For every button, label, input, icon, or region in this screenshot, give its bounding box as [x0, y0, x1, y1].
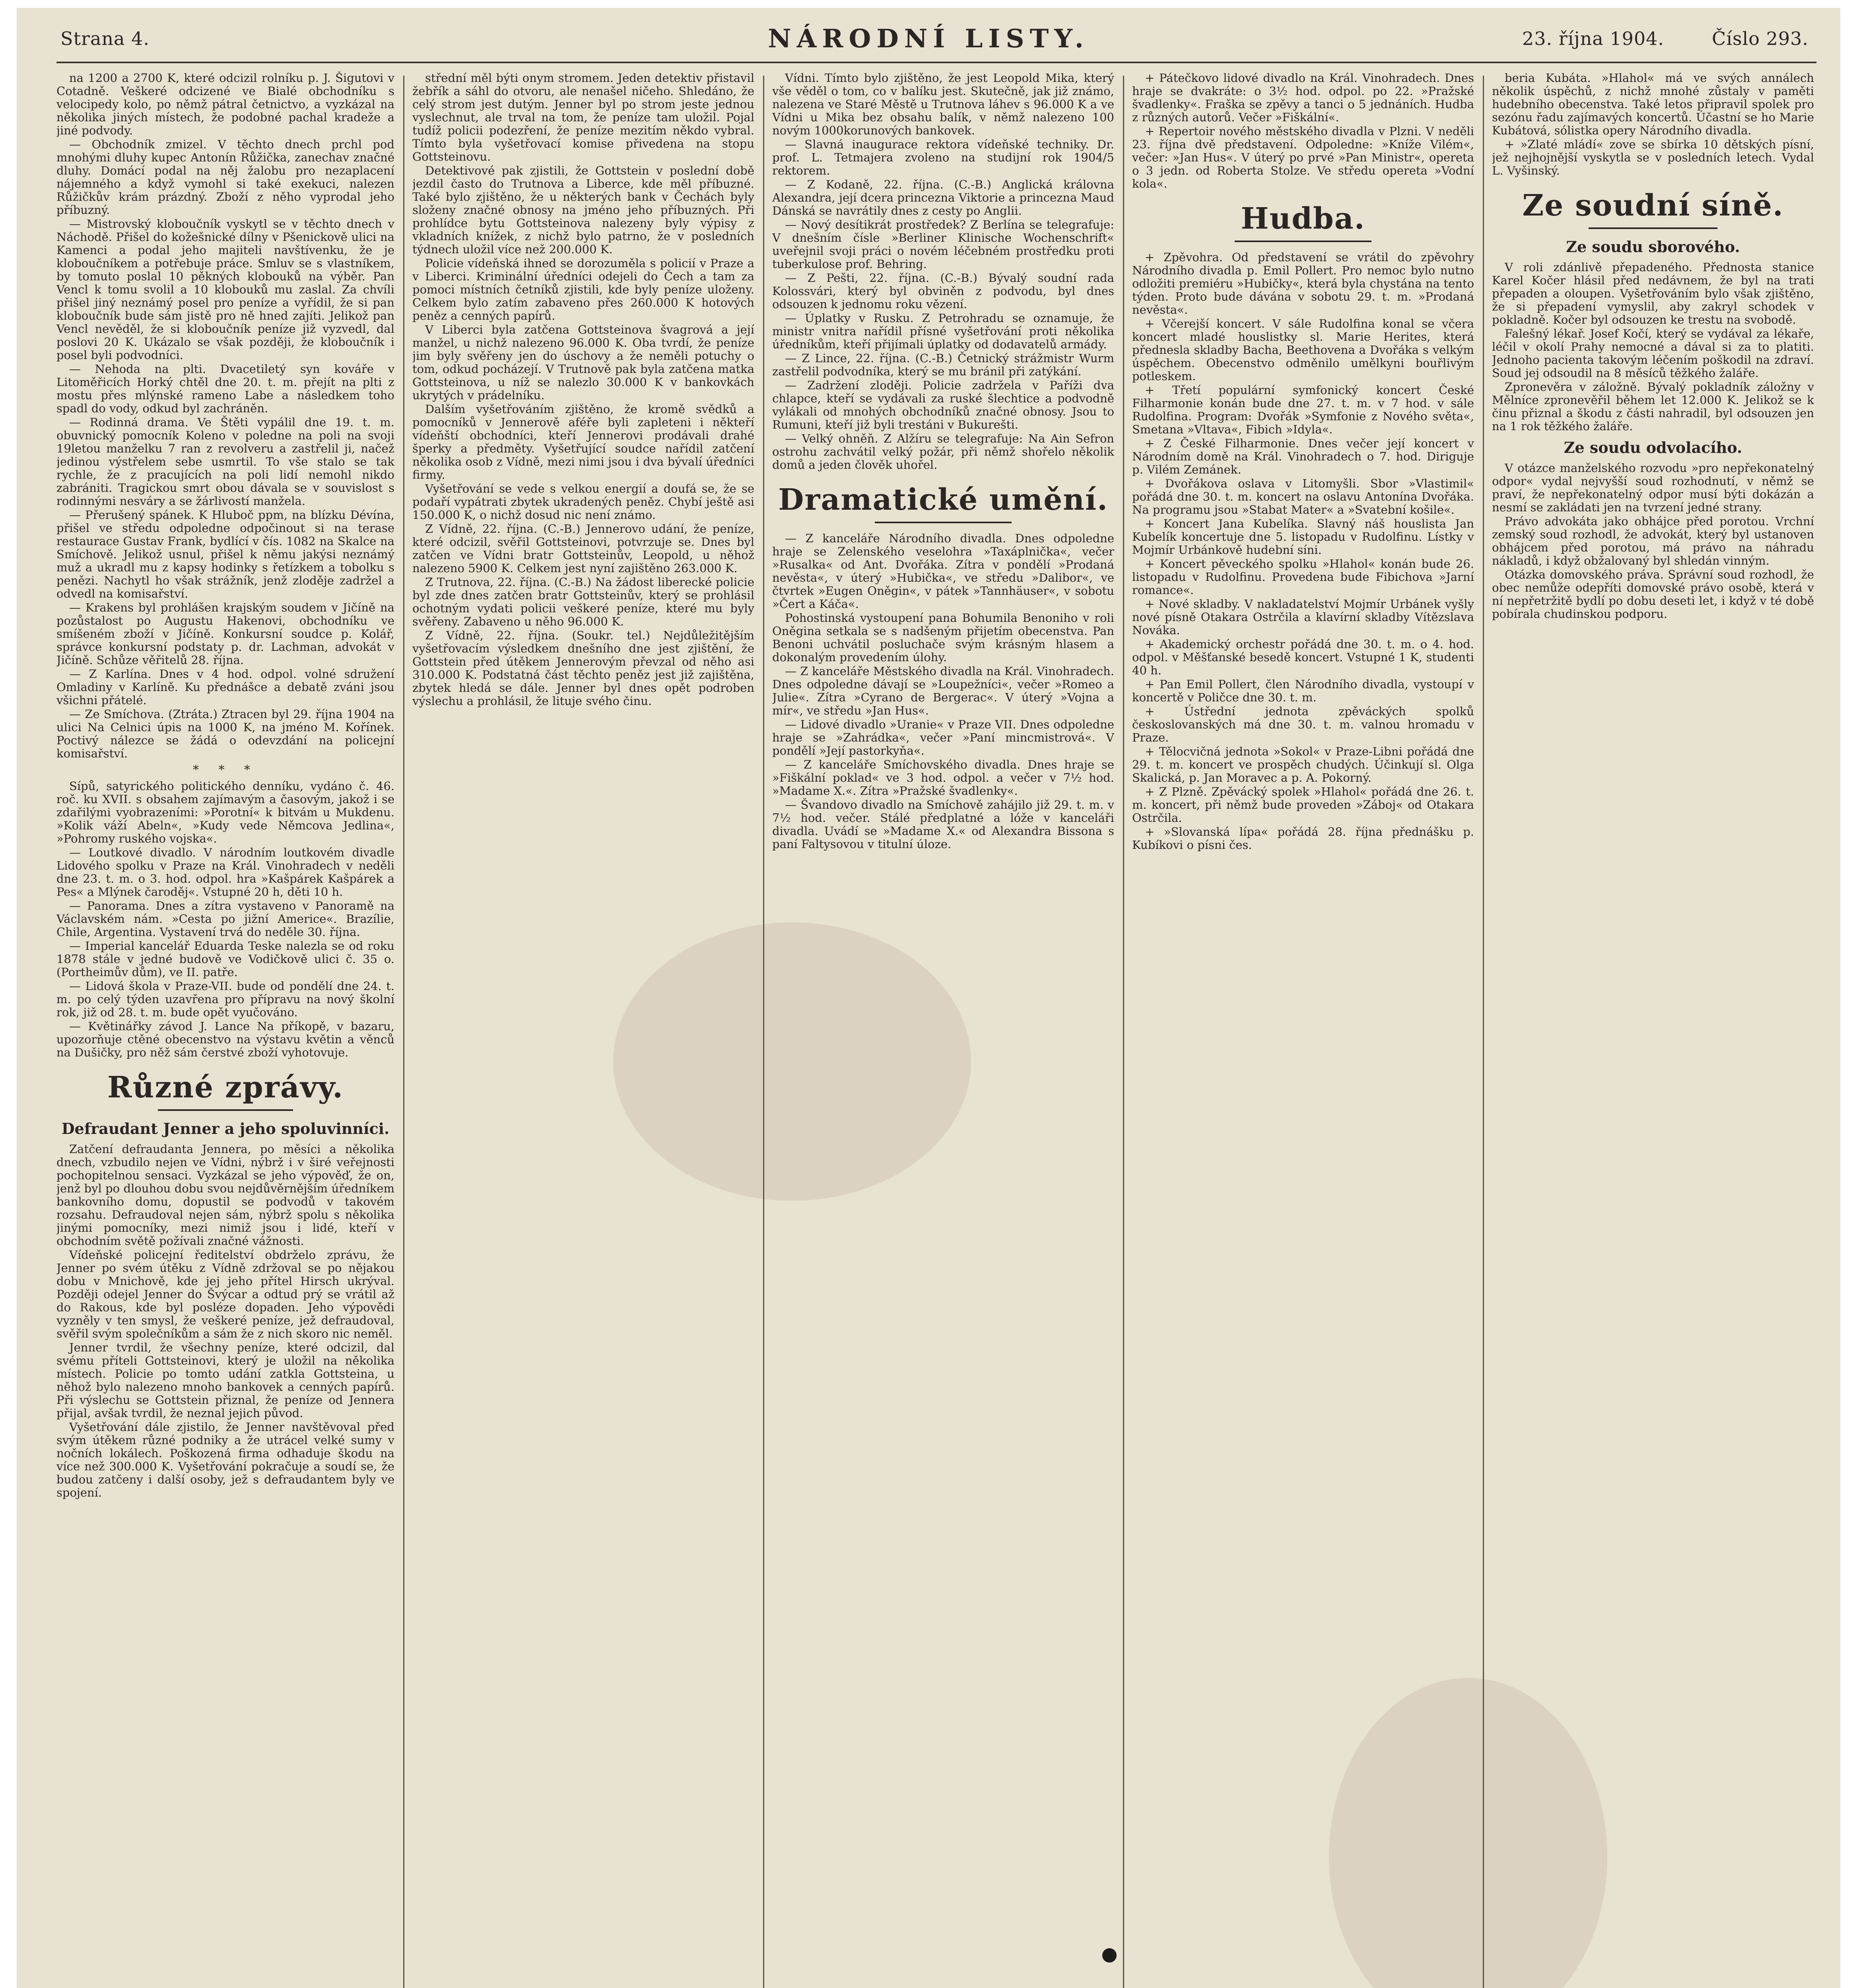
heading-rule: [1235, 241, 1371, 242]
article-paragraph: — Nehoda na plti. Dvacetiletý syn kováře v Litoměřicích Horký chtěl dne 20. t. m. přejít na plti z mostu přes mlýnské rameno Labe a následkem toho spadl do vody, odkud byl zachráněn.: [56, 362, 394, 415]
article-paragraph: Dalším vyšetřováním zjištěno, že kromě svědků a pomocníků v Jennerově aféře byli zapleteni i někteří vídeňští obchodníci, kteří Jennerovi prodávali drahé šperky a předměty. Vyšetřující soudce nařídil zatčení několika osob z Vídně, mezi nimi jsou i dva bývalí úředníci firmy.: [412, 402, 754, 481]
page-number: Strana 4.: [60, 28, 150, 49]
heading-rule: [1589, 227, 1717, 229]
column-1: [56, 72, 394, 1988]
article-paragraph: + Z Plzně. Zpěvácký spolek »Hlahol« pořádá dne 26. t. m. koncert, při němž bude proveden »Záboj« od Otakara Ostrčila.: [1132, 785, 1474, 825]
article-paragraph: — Imperial kancelář Eduarda Teske nalezla se od roku 1878 stále v jedné budově ve Vodičkově ulici č. 35 o. (Portheimův dům), ve II. patře.: [56, 939, 394, 979]
article-paragraph: Vídeňské policejní ředitelství obdrželo zprávu, že Jenner po svém útěku z Vídně zdržoval se po nějakou dobu v Mnichově, kde jej jeho přítel Hirsch ukrýval. Později odejel Jenner do Švýcar a odtud prý se vrátil až do Rakous, kde byl posléze dopaden. Jeho výpovědi vyzněly v ten smysl, že veškeré peníze, jež defraudoval, svěřil svým společníkům a sám že z nich skoro nic neměl.: [56, 1248, 394, 1340]
article-paragraph: Právo advokáta jako obhájce před porotou. Vrchní zemský soud rozhodl, že advokát, který byl ustanoven obhájcem před porotou, má právo na náhradu nákladů, i když obžalovaný byl shledán vinným.: [1492, 514, 1814, 567]
section-heading: Ze soudní síně.: [1522, 188, 1784, 223]
section-heading: Různé zprávy.: [107, 1070, 344, 1105]
article-paragraph: — Z kanceláře Městského divadla na Král. Vinohradech. Dnes odpoledne dávají se »Loupežníci«, večer »Romeo a Julie«. Zítra »Cyrano de Bergerac«. V úterý »Vojna a mír«, ve středu »Jan Hus«.: [772, 664, 1114, 717]
article-paragraph: na 1200 a 2700 K, které odcizil rolníku p. J. Šigutovi v Cotadně. Veškeré odcizené ve Bialé obchodníku s velocipedy kolo, po němž pátral četnictvo, a vyzkázal na několika jiných místech, že podobné pachal kradeže a jiné podvody.: [56, 72, 394, 137]
column-4: [1132, 72, 1474, 1988]
paper-hole: [1102, 1948, 1117, 1963]
article-paragraph: + Tělocvičná jednota »Sokol« v Praze-Libni pořádá dne 29. t. m. koncert ve prospěch chudých. Účinkují sl. Olga Skalická, p. Jan Moravec a p. A. Pokorný.: [1132, 745, 1474, 784]
article-paragraph: — Z Kodaně, 22. října. (C.-B.) Anglická královna Alexandra, její dcera princezna Viktorie a princezna Maud Dánská se navrátily dnes z cesty po Anglii.: [772, 178, 1114, 217]
masthead: [17, 8, 1840, 64]
article-paragraph: + Koncert Jana Kubelíka. Slavný náš houslista Jan Kubelík koncertuje dne 5. listopadu v Rudolfinu. Lístky v Mojmír Urbánkově hudební síni.: [1132, 517, 1474, 557]
article-paragraph: — Přerušený spánek. K Hluboč ppm, na blízku Dévína, přišel ve středu odpoledne odpočinout si na terase restaurace Gustav Frank, bydlící v čís. 1082 na Skalce na Smíchově. Jelikož usnul, přišel k němu jakýsi neznámý muž a ukradl mu z kapsy hodinky s řetízkem a tobolku s penězi. Nachytl ho však strážník, jenž zloděje zadržel a odvedl na komisařství.: [56, 508, 394, 600]
article-paragraph: — Švandovo divadlo na Smíchově zahájilo již 29. t. m. v 7½ hod. večer. Stálé předplatné a lóže v kanceláři divadla. Uvádí se »Madame X.« od Alexandra Bissona s paní Faltysovou v titulní úloze.: [772, 798, 1114, 851]
sub-heading: Ze soudu odvolacího.: [1564, 439, 1742, 456]
masthead-rule: [56, 62, 1816, 63]
article-paragraph: Jenner tvrdil, že všechny peníze, které odcizil, dal svému příteli Gottsteinovi, který je uložil na několika místech. Policie po tomto udání zatkla Gottsteina, u něhož bylo nalezeno mnoho bankovek a cenných papírů. Při výslechu se Gottstein přiznal, že peníze od Jennera přijal, avšak tvrdil, že neznal jejich původ.: [56, 1341, 394, 1420]
article-paragraph: Pohostinská vystoupení pana Bohumila Benoniho v roli Oněgina setkala se s nadšeným přijetím obecenstva. Pan Benoni uchvátil posluchače svým krásným hlasem a dokonalým provedením úlohy.: [772, 611, 1114, 664]
article-paragraph: Zpronevěra v záložně. Bývalý pokladník záložny v Mělníce zpronevěřil během let 12.000 K. Jelikož se k činu přiznal a škodu z části nahradil, byl odsouzen jen na 1 rok těžkého žaláře.: [1492, 380, 1814, 433]
article-paragraph: V otázce manželského rozvodu »pro nepřekonatelný odpor« vydal nejvyšší soud rozhodnutí, v němž se praví, že nepřekonatelný odpor musí býti dokázán a nesmí se zakládati jen na tvrzení jedné strany.: [1492, 461, 1814, 514]
article-paragraph: Otázka domovského práva. Správní soud rozhodl, že obec nemůže odepříti domovské právo osobě, která v ní nepřetržitě bydlí po dobu deseti let, i když v té době pobírala chudinskou podporu.: [1492, 568, 1814, 621]
article-paragraph: střední měl býti onym stromem. Jeden detektiv přistavil žebřík a sáhl do otvoru, ale nenašel ničeho. Shledáno, že celý strom jest dutým. Jenner byl po strom jeste jednou vyslechnut, ale trval na tom, že peníze tam uložil. Pojal tudíž policii podezření, že peníze mezitím někdo vybral. Tímto byla vyšetřovací komise přivedena na stopu Gottsteinovu.: [412, 72, 754, 163]
article-paragraph: Z Trutnova, 22. října. (C.-B.) Na žádost liberecké policie byl zde dnes zatčen bratr Gottsteinův, který se prohlásil ochotným vydati policii veškeré peníze, které mu byly svěřeny. Zabaveno u něho 96.000 K.: [412, 575, 754, 628]
article-paragraph: + Akademický orchestr pořádá dne 30. t. m. o 4. hod. odpol. v Měšťanské besedě koncert. Vstupné 1 K, studenti 40 h.: [1132, 637, 1474, 677]
article-paragraph: + Pan Emil Pollert, člen Národního divadla, vystoupí v koncertě v Poličce dne 30. t. m.: [1132, 678, 1474, 704]
article-paragraph: — Z Pešti, 22. října. (C.-B.) Bývalý soudní rada Kolossvári, který byl obviněn z podvodu, byl dnes odsouzen k jednomu roku vězení.: [772, 271, 1114, 311]
newspaper-title: NÁRODNÍ LISTY.: [768, 24, 1089, 54]
article-paragraph: + Včerejší koncert. V sále Rudolfina konal se včera koncert mladé houslistky sl. Marie Herites, která přednesla skladby Bacha, Beethovena a Dvořáka s velkým úspěchem. Obecenstvo odměnilo umělkyni bouřlivým potleskem.: [1132, 317, 1474, 383]
article-paragraph: — Velký ohněň. Z Alžíru se telegrafuje: Na Ain Sefron ostrohu zachvátil velký požár, při němž shořelo několik domů a jeden člověk uhořel.: [772, 432, 1114, 472]
article-paragraph: — Z Karlína. Dnes v 4 hod. odpol. volné sdružení Omladiny v Karlíně. Ku přednášce a debatě zváni jsou všichni přátelé.: [56, 667, 394, 707]
article-paragraph: — Lidová škola v Praze-VII. bude od pondělí dne 24. t. m. po celý týden uzavřena pro přípravu na nový školní rok, již od 28. t. m. bude opět vyučováno.: [56, 979, 394, 1019]
article-paragraph: + Nové skladby. V nakladatelství Mojmír Urbánek vyšly nové písně Otakara Ostrčila a klavírní skladby Vítězslava Nováka.: [1132, 597, 1474, 637]
column-2: [412, 72, 754, 1988]
article-paragraph: Vídni. Tímto bylo zjištěno, že jest Leopold Mika, který vše věděl o tom, co v balíku jest. Skutečně, jak již známo, nalezena ve Staré Městě u Trutnova láhev s 96.000 K a ve Vídni u Mika bez obsahu balík, v němž nalezeno 100 novým 1000korunových bankovek.: [772, 72, 1114, 137]
issue-number: Číslo 293.: [1712, 28, 1808, 49]
article-paragraph: — Slavná inaugurace rektora vídeňské techniky. Dr. prof. L. Tetmajera zvoleno na studijní rok 1904/5 rektorem.: [772, 138, 1114, 177]
article-paragraph: Vyšetřování se vede s velkou energií a doufá se, že se podaří vypátrati zbytek ukradených peněz. Chybí ještě asi 150.000 K, o nichž dosud nic není známo.: [412, 482, 754, 522]
article-paragraph: — Panorama. Dnes a zítra vystaveno v Panoramě na Václavském nám. »Cesta po jižní Americe«. Brazílie, Chile, Argentina. Vystavení trvá do neděle 30. října.: [56, 899, 394, 939]
article-paragraph: + Z České Filharmonie. Dnes večer její koncert v Národním domě na Král. Vinohradech o 7. hod. Diriguje p. Vilém Zemánek.: [1132, 437, 1474, 476]
article-paragraph: Detektivové pak zjistili, že Gottstein v poslední době jezdil často do Trutnova a Liberce, kde měl příbuzné. Také bylo zjištěno, že u některých bank v Čechách byly složeny značné obnosy na jméno jeho příbuzných. Při prohlídce bytu Gottsteinova nalezeny byly výpisy z vkladních knížek, z nichž bylo patrno, že v posledních týdnech uložil více než 200.000 K.: [412, 164, 754, 256]
column-5: [1492, 72, 1814, 1988]
article-paragraph: + Ústřední jednota zpěváckých spolků českoslovanských má dne 30. t. m. valnou hromadu v Praze.: [1132, 705, 1474, 744]
column-divider: [763, 76, 764, 1988]
article-paragraph: — Z kanceláře Smíchovského divadla. Dnes hraje se »Fiškální poklad« ve 3 hod. odpol. a večer v 7½ hod. »Madame X.«. Zítra »Pražské švadlenky«.: [772, 758, 1114, 798]
article-paragraph: + »Slovanská lípa« pořádá 28. října přednášku p. Kubíkovi o písni čes.: [1132, 825, 1474, 852]
article-paragraph: — Květinářky závod J. Lance Na příkopě, v bazaru, upozorňuje ctěné obecenstvo na výstavu květin a věnců na Dušičky, pro něž sám čerstvé zboží vyhotovuje.: [56, 1019, 394, 1059]
article-paragraph: — Zadržení zloději. Policie zadržela v Paříži dva chlapce, kteří se vydávali za ruské šlechtice a podvodně vylákali od mnohých obchodníků značné obnosy. Jsou to Rumuni, kteří již byli trestáni v Bukurešti.: [772, 379, 1114, 431]
article-paragraph: — Obchodník zmizel. V těchto dnech prchl pod mnohými dluhy kupec Antonín Růžička, zanechav značné dluhy. Domácí podal na něj žalobu pro nezaplacení nájemného a když vymohl si také exekuci, nalezen Růžičkův krám prázdný. Zboží z něho vyprodal jeho příbuzný.: [56, 138, 394, 217]
article-paragraph: Z Vídně, 22. října. (C.-B.) Jennerovo udání, že peníze, které odcizil, svěřil Gottsteinovi, potvrzuje se. Dnes byl zatčen ve Vídni bratr Gottsteinův, Leopold, u něhož nalezeno 5900 K. Celkem jest nyní zajištěno 263.000 K.: [412, 522, 754, 575]
article-paragraph: Falešný lékař. Josef Kočí, který se vydával za lékaře, léčil v okolí Prahy nemocné a dával si za to platiti. Jednoho pacienta takovým léčením poškodil na zdraví. Soud jej odsoudil na 8 měsíců těžkého žaláře.: [1492, 327, 1814, 380]
separator: * * *: [192, 763, 258, 777]
article-paragraph: + Koncert pěveckého spolku »Hlahol« konán bude 26. listopadu v Rudolfinu. Provedena bude Fibichova »Jarní romance«.: [1132, 557, 1474, 597]
columns-area: [56, 72, 1816, 1988]
article-paragraph: — Rodinná drama. Ve Štěti vypálil dne 19. t. m. obuvnický pomocník Koleno v poledne na poli na svoji 19letou manželku 7 ran z revolveru a zastřelil ji, načež jedinou výstřelem sebe usmrtil. To vše stalo se tak rychle, že z pracujících na poli lidí nemohl nikdo zabrániti. Tragickou smrt obou dávala se v souvislost s rodinnými nesváry a se žárlivostí manžela.: [56, 415, 394, 508]
article-paragraph: — Ze Smíchova. (Ztráta.) Ztracen byl 29. října 1904 na ulici Na Celnici úpis na 1000 K, na jméno M. Kořínek. Poctivý nálezce se žádá o odevzdání na policejní komisařství.: [56, 707, 394, 760]
article-paragraph: — Loutkové divadlo. V národním loutkovém divadle Lidového spolku v Praze na Král. Vinohradech v neděli dne 23. t. m. o 3. hod. odpol. hra »Kašpárek Kašpárek a Pes« a Mlýnek čaroděj«. Vstupné 20 h, děti 10 h.: [56, 846, 394, 899]
article-paragraph: Sípů, satyrického politického denníku, vydáno č. 46. roč. ku XVII. s obsahem zajímavým a časovým, jakož i se zdařilými vyobrazeními: »Porotní« k bitvám u Mukdenu. »Kolik váží Abeln«, »Kudy vede Němcova Jedlina«, »Pohromy ruského vojska«.: [56, 779, 394, 845]
section-heading: Hudba.: [1241, 202, 1366, 236]
article-paragraph: V Liberci byla zatčena Gottsteinova švagrová a její manžel, u nichž nalezeno 96.000 K. Oba tvrdí, že peníze jim byly svěřeny jen do úschovy a že neměli potuchy o tom, odkud pocházejí. V Trutnově pak byla zatčena matka Gottsteinova, u níž se nalezlo 30.000 K v bankovkách ukrytých v prádelníku.: [412, 323, 754, 402]
article-paragraph: + Pátečkovo lidové divadlo na Král. Vinohradech. Dnes hraje se dvakráte: o 3½ hod. odpol. po 22. »Pražské švadlenky«. Fraška se zpěvy a tanci o 5 jednáních. Hudba z různých autorů. Večer »Fiškální«.: [1132, 72, 1474, 124]
article-paragraph: — Krakens byl prohlášen krajským soudem v Jičíně na pozůstalost po Augustu Hakenovi, obchodníku ve smíšeném zboží v Jičíně. Konkursní soudce p. Kolář, správce konkursní podstaty p. dr. Lachman, advokát v Jičíně. Schůze věřitelů 28. října.: [56, 601, 394, 667]
article-paragraph: V roli zdánlivě přepadeného. Přednosta stanice Karel Kočer hlásil před nedávnem, že byl na trati přepaden a oloupen. Vyšetřováním bylo však zjištěno, že si přepadení vymyslil, aby zakryl schodek v pokladně. Kočer byl odsouzen ke trestu na svobodě.: [1492, 260, 1814, 326]
article-paragraph: — Mistrovský kloboučník vyskytl se v těchto dnech v Náchodě. Přišel do kožešnické dílny v Pšenickově ulici na Kamenci a podal jeho majiteli navštívenku, že je kloboučníkem a potřebuje práce. Smluv se s vlastníkem, by tomuto poslal 10 pěkných klobouků na výběr. Pan Vencl k tomu svolil a 10 klobouků mu zaslal. Za chvíli přišel jiný neznámý posel pro peníze a vyřídil, že si pan kloboučník bude sám jistě pro ně hned zajíti. Jelikož pan Vencl nevěděl, že si kloboučník peníze již vyzvedl, dal poslovi 20 K. Ukázalo se však později, že kloboučník i posel byli podvodníci.: [56, 217, 394, 362]
article-paragraph: — Úplatky v Rusku. Z Petrohradu se oznamuje, že ministr vnitra nařídil přísné vyšetřování proti několika úředníkům, kteří přijímali úplatky od dodavatelů armády.: [772, 311, 1114, 351]
heading-rule: [875, 522, 1012, 523]
article-paragraph: Zatčení defraudanta Jennera, po měsíci a několika dnech, vzbudilo nejen ve Vídni, nýbrž i v širé veřejnosti pochopitelnou sensaci. Vyzkázal se jeho výpověď, že on, jenž byl po dlouhou dobu svou nejdůvěrnějším úředníkem bankovního domu, dopustil se podvodů v takovém rozsahu. Defraudoval nejen sám, nýbrž spolu s několika jinými pomocníky, mezi nimiž jsou i lidé, kteří v obchodním světě požívali značné vážnosti.: [56, 1142, 394, 1248]
sub-heading: Ze soudu sborového.: [1566, 238, 1740, 256]
article-paragraph: — Z kanceláře Národního divadla. Dnes odpoledne hraje se Zelenského veselohra »Taxáplnička«, večer »Rusalka« od Ant. Dvořáka. Zítra v pondělí »Prodaná nevěsta«, v úterý »Hubička«, ve středu »Dalibor«, ve čtvrtek »Eugen Oněgin«, v pátek »Tannhäuser«, v sobotu »Čert a Káča«.: [772, 532, 1114, 611]
column-3: [772, 72, 1114, 1988]
newspaper-page: [17, 8, 1840, 1988]
article-paragraph: + Repertoir nového městského divadla v Plzni. V neděli 23. října dvě představení. Odpoledne: »Kníže Vilém«, večer: »Jan Hus«. V úterý po prvé »Pan Ministr«, opereta o 3 jedn. od Roberta Stolze. Ve středu opereta »Vodní kola«.: [1132, 124, 1474, 190]
article-paragraph: Z Vídně, 22. října. (Soukr. tel.) Nejdůležitějším vyšetřovacím výsledkem dnešního dne jest zjištění, že Gottstein před útěkem Jennerovým převzal od něho asi 310.000 K. Podstatná část těchto peněz jest již zajištěna, zbytek hledá se dále. Jenner byl dnes opět podroben výslechu a prohlásil, že lituje svého činu.: [412, 629, 754, 708]
article-paragraph: — Nový desítikrát prostředek? Z Berlína se telegrafuje: V dnešním čísle »Berliner Klinische Wochenschrift« uveřejnil svoji práci o novém léčebném prostředku proti tuberkulose prof. Behring.: [772, 218, 1114, 271]
sub-heading: Defraudant Jenner a jeho spoluvinníci.: [61, 1120, 390, 1138]
column-divider: [1123, 76, 1124, 1988]
article-paragraph: Vyšetřování dále zjistilo, že Jenner navštěvoval před svým útěkem různé podniky a že utrácel velké sumy v nočních lokálech. Poškozená firma odhaduje škodu na více než 300.000 K. Vyšetřování pokračuje a soudí se, že budou zatčeny i další osoby, jež s defraudantem byly ve spojení.: [56, 1420, 394, 1499]
article-paragraph: beria Kubáta. »Hlahol« má ve svých annálech několik úspěchů, z nichž mnohé zůstaly v paměti hudebního obecenstva. Také letos připravil spolek pro sezónu řadu zajímavých koncertů. Účastní se ho Marie Kubátová, sólistka opery Národního divadla.: [1492, 72, 1814, 137]
article-paragraph: + »Zlaté mládí« zove se sbírka 10 dětských písní, jež nejhojnější vyskytla se v posledních letech. Vydal L. Vyšinský.: [1492, 138, 1814, 177]
heading-rule: [158, 1109, 293, 1111]
masthead-right: [1522, 28, 1808, 49]
issue-date: 23. října 1904.: [1522, 28, 1665, 49]
article-paragraph: + Třetí populární symfonický koncert České Filharmonie konán bude dne 27. t. m. v 7 hod. v sále Rudolfina. Program: Dvořák »Symfonie z Nového světa«, Smetana »Vltava«, Fibich »Idyla«.: [1132, 383, 1474, 436]
column-divider: [403, 76, 404, 1988]
article-paragraph: Policie vídeňská ihned se dorozuměla s policií v Praze a v Liberci. Kriminální úředníci odejeli do Čech a tam za pomoci místních četníků zjistili, kde byly peníze uloženy. Celkem bylo zatím zabaveno přes 260.000 K hotových peněz a cenných papírů.: [412, 256, 754, 322]
section-heading: Dramatické umění.: [778, 483, 1108, 517]
article-paragraph: + Zpěvohra. Od představení se vrátil do zpěvohry Národního divadla p. Emil Pollert. Pro nemoc bylo nutno odložiti premiéru »Hubičky«, která byla chystána na tento týden. Proto bude dávána v sobotu 29. t. m. »Prodaná nevěsta«.: [1132, 250, 1474, 316]
column-divider: [1483, 76, 1484, 1988]
article-paragraph: + Dvořákova oslava v Litomyšli. Sbor »Vlastimil« pořádá dne 30. t. m. koncert na oslavu Antonína Dvořáka. Na programu jsou »Stabat Mater« a »Svatební košile«.: [1132, 477, 1474, 516]
article-paragraph: — Lidové divadlo »Uranie« v Praze VII. Dnes odpoledne hraje se »Zahrádka«, večer »Paní mincmistrová«. V pondělí »Její pastorkyňa«.: [772, 718, 1114, 757]
article-paragraph: — Z Lince, 22. října. (C.-B.) Četnický strážmistr Wurm zastřelil podvodníka, který se mu bránil při zatýkání.: [772, 351, 1114, 378]
